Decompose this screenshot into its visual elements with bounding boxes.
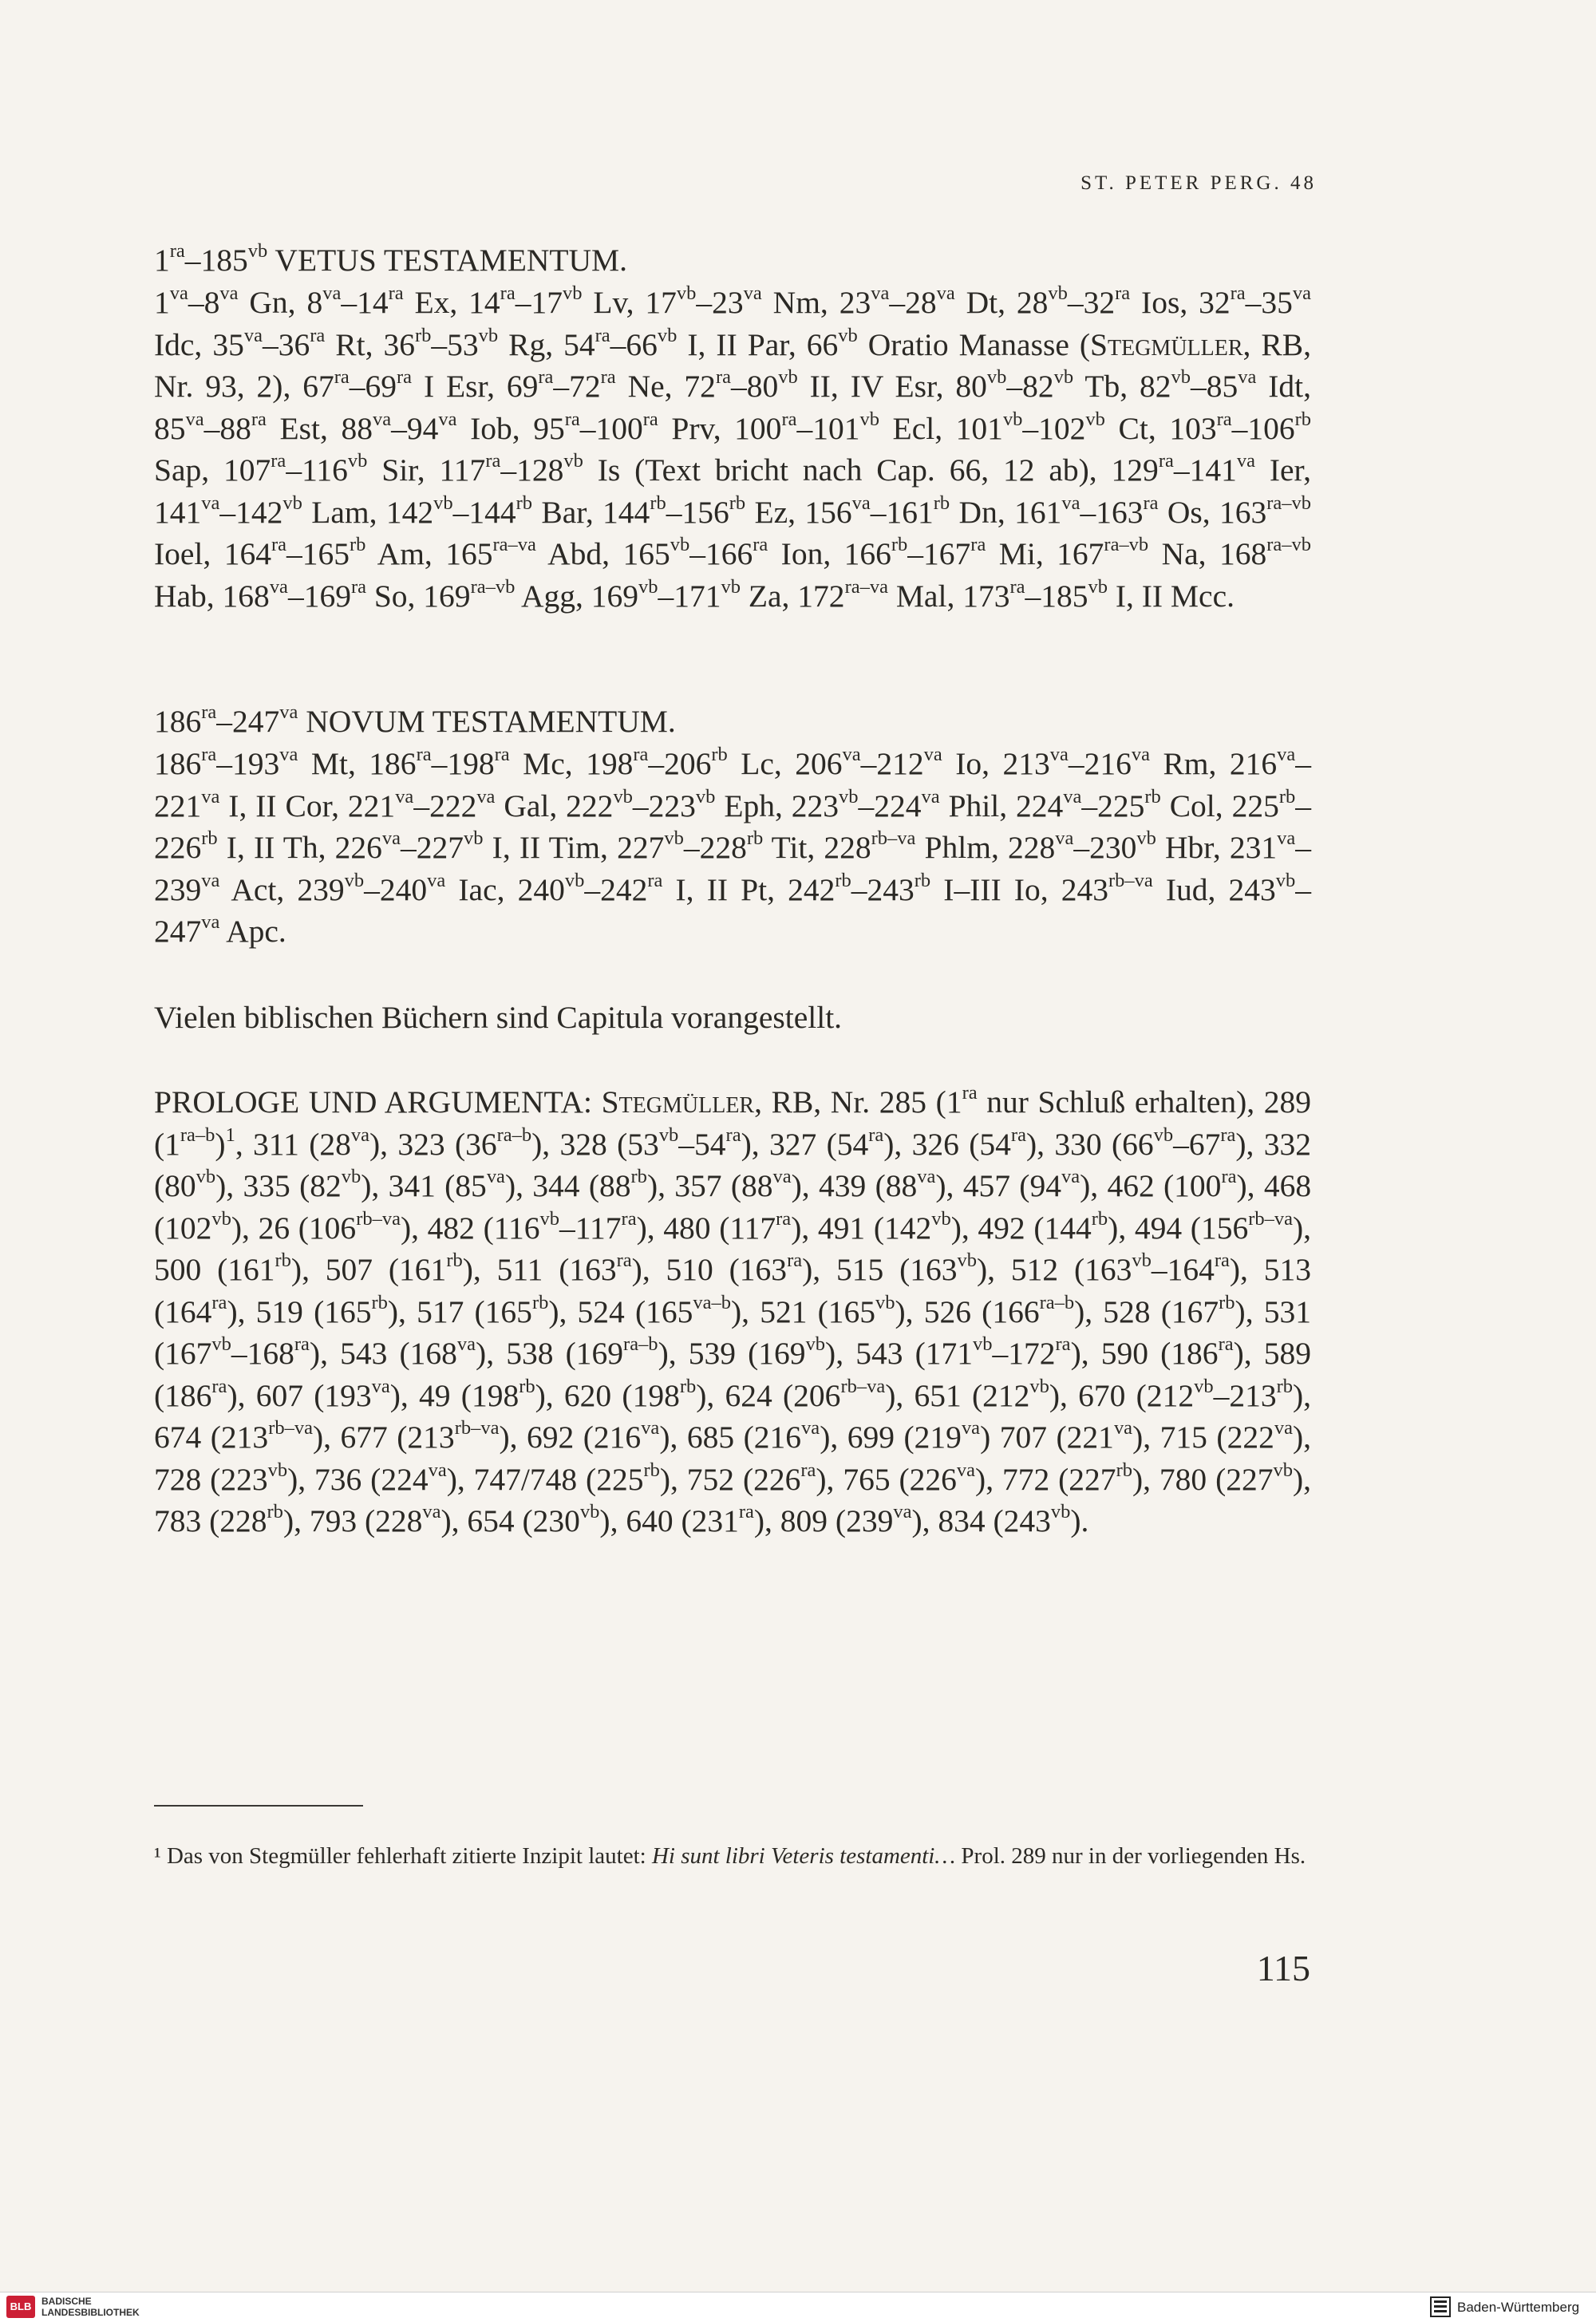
novum-testamentum-contents: $186^{ra}-193^{va}$ Mt, $186^{ra}-198^{ra}$ Mc, $198^{ra}-206^{rb}$ Lc, $206^{va}-212^{va}$ Io, $213^{va}-216^{va}$ Rm, $216^{va}-221^{va}$ I, II Cor, $221^{va}-222^{va}$ Gal, $222^{vb}-223^{vb}$ Eph, $223^{vb}-224^{va}$ Phil, $224^{va}-225^{rb}$ Col, $225^{rb}-226^{rb}$ I, II Th, $226^{va}-227^{vb}$ I, II Tim, $227^{vb}-228^{rb}$ Tit, $228^{rb-va}$ Phlm, $228^{va}-230^{vb}$ Hbr, $231^{va}-239^{va}$ Act, $239^{vb}-240^{va}$ Iac, $240^{vb}-242^{ra}$ I, II Pt, $242^{rb}-243^{rb}$ I–III Io, $243^{rb-va}$ Iud, $243^{vb}-247^{va}$ Apc. (154, 744, 1312, 949)
blb-logo[interactable]: BLB (6, 2296, 35, 2318)
coat-of-arms-icon (1428, 2295, 1452, 2319)
library-name[interactable]: BADISCHE LANDESBIBLIOTHEK (41, 2296, 140, 2318)
vetus-testamentum-contents: $1^{va}-8^{va}$ Gn, $8^{va}-14^{ra}$ Ex, $14^{ra}-17^{vb}$ Lv, $17^{vb}-23^{va}$ Nm, $23^{va}-28^{va}$ Dt, $28^{vb}-32^{ra}$ Ios, $32^{ra}-35^{va}$ Idc, $35^{va}-36^{ra}$ Rt, $36^{rb}-53^{vb}$ Rg, $54^{ra}-66^{vb}$ I, II Par, $66^{vb}$ Oratio Manasse (Stegmüller, RB, Nr. 93, 2), $67^{ra}-69^{ra}$ I Esr, $69^{ra}-72^{ra}$ Ne, $72^{ra}-80^{vb}$ II, IV Esr, $80^{vb}-82^{vb}$ Tb, $82^{vb}-85^{va}$ Idt, $85^{va}-88^{ra}$ Est, $88^{va}-94^{va}$ Iob, $95^{ra}-100^{ra}$ Prv, $100^{ra}-101^{vb}$ Ecl, $101^{vb}-102^{vb}$ Ct, $103^{ra}-106^{rb}$ Sap, $107^{ra}-116^{vb}$ Sir, $117^{ra}-128^{vb}$ Is (Text bricht nach Cap. 66, 12 ab), $129^{ra}-141^{va}$ Ier, $141^{va}-142^{vb}$ Lam, $142^{vb}-144^{rb}$ Bar, $144^{rb}-156^{rb}$ Ez, $156^{va}-161^{rb}$ Dn, $161^{va}-163^{ra}$ Os, $163^{ra-vb}$ Ioel, $164^{ra}-165^{rb}$ Am, $165^{ra-va}$ Abd, $165^{vb}-166^{ra}$ Ion, $166^{rb}-167^{ra}$ Mi, $167^{ra-vb}$ Na, $168^{ra-vb}$ Hab, $168^{va}-169^{ra}$ So, $169^{ra-vb}$ Agg, $169^{vb}-171^{vb}$ Za, $172^{ra-va}$ Mal, $173^{ra}-185^{vb}$ I, II Mcc. (154, 282, 1312, 614)
footnote-rule (154, 1805, 363, 1807)
capitula-note: Vielen biblischen Büchern sind Capitula vorangestellt. (154, 1000, 843, 1035)
footnote: ¹ Das von Stegmüller fehlerhaft zitierte Inzipit lautet: Hi sunt libri Veteris testamenti… Prol. 289 nur in der vorliegenden Hs. (154, 1843, 1306, 1869)
vetus-testamentum-heading: $1^{ra}-185^{vb}$ VETUS TESTAMENTUM. (154, 240, 628, 278)
prologe-und-argumenta: PROLOGE UND ARGUMENTA: Stegmüller, RB, Nr. 285 ($1^{ra}$ nur Schluß erhalten), 289 $(1^{ra-b})^1$, 311 $(28^{va})$, 323 $(36^{ra-b})$, 328 $(53^{vb}-54^{ra})$, 327 $(54^{ra})$, 326 $(54^{ra})$, 330 $(66^{vb}-67^{ra})$, 332 $(80^{vb})$, 335 $(82^{vb})$, 341 $(85^{va})$, 344 $(88^{rb})$, 357 $(88^{va})$, 439 $(88^{va})$, 457 $(94^{va})$, 462 $(100^{ra})$, 468 $(102^{vb})$, 26 $(106^{rb-va})$, 482 $(116^{vb}-117^{ra})$, 480 $(117^{ra})$, 491 $(142^{vb})$, 492 $(144^{rb})$, 494 $(156^{rb-va})$, 500 $(161^{rb})$, 507 $(161^{rb})$, 511 $(163^{ra})$, 510 $(163^{ra})$, 515 $(163^{vb})$, 512 $(163^{vb}-164^{ra})$, 513 $(164^{ra})$, 519 $(165^{rb})$, 517 $(165^{rb})$, 524 $(165^{va-b})$, 521 $(165^{vb})$, 526 $(166^{ra-b})$, 528 $(167^{rb})$, 531 $(167^{vb}-168^{ra})$, 543 $(168^{va})$, 538 $(169^{ra-b})$, 539 $(169^{vb})$, 543 $(171^{vb}-172^{ra})$, 590 $(186^{ra})$, 589 $(186^{ra})$, 607 $(193^{va})$, 49 $(198^{rb})$, 620 $(198^{rb})$, 624 $(206^{rb-va})$, 651 $(212^{vb})$, 670 $(212^{vb}-213^{rb})$, 674 $(213^{rb-va})$, 677 $(213^{rb-va})$, 692 $(216^{va})$, 685 $(216^{va})$, 699 $(219^{va})$ 707 $(221^{va})$, 715 $(222^{va})$, 728 $(223^{vb})$, 736 $(224^{va})$, 747/748 $(225^{rb})$, 752 $(226^{ra})$, 765 $(226^{va})$, 772 $(227^{rb})$, 780 $(227^{vb})$, 783 $(228^{rb})$, 793 $(228^{va})$, 654 $(230^{vb})$, 640 $(231^{ra})$, 809 $(239^{va})$, 834 $(243^{vb})$. (154, 1082, 1312, 1538)
footnote-marker: ¹ (154, 1843, 161, 1869)
novum-testamentum-heading: $186^{ra}-247^{va}$ NOVUM TESTAMENTUM. (154, 701, 676, 739)
running-header: ST. PETER PERG. 48 (1080, 172, 1317, 194)
state-label[interactable]: Baden-Württemberg (1457, 2300, 1580, 2315)
footer-bar (0, 2292, 1596, 2322)
page-number: 115 (1256, 1948, 1310, 1988)
